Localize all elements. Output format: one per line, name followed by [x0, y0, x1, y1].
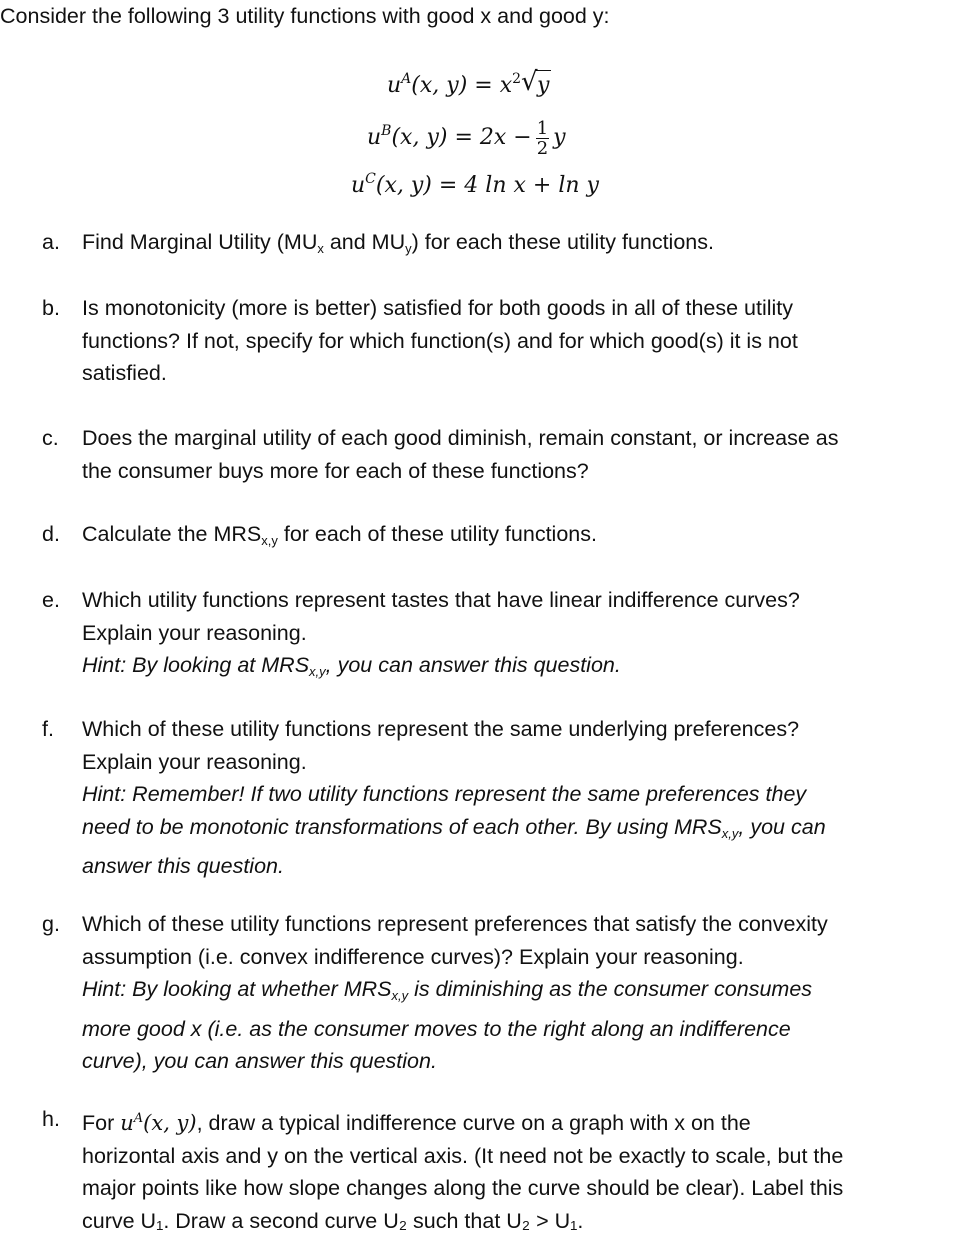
fraction-one-half: $\frac{1}{2}$	[536, 117, 549, 159]
intro-text: Consider the following 3 utility functions with good x and good y:	[0, 4, 610, 28]
question-text: Which of these utility functions represent the same underlying preferences? Explain your reasoning. Hint: Remember! If two utility functions represent the same preferences they need to be monotonic transformations of each other. By using MRSx,y, you can answer this question.	[82, 713, 962, 883]
question-text: Calculate the $MRS_{x,y}$ for each of these utility functions.	[82, 522, 597, 548]
question-text: Does the marginal utility of each good diminish, remain constant, or increase as the consumer buys more for each of these functions?	[82, 426, 839, 483]
question-text: Find Marginal Utility ($MU_x$ and $MU_y$) for each these utility functions.	[82, 230, 714, 256]
question-letter: e.	[42, 588, 60, 612]
question-text: Which of these utility functions represent preferences that satisfy the convexity assumption (i.e. convex indifference curves)? Explain your reasoning. Hint: By looking at whether MRSx,y is diminishing as the consumer consumes more good x (i.e. as the consumer moves to the right along an indifference curve), you can answer this question.	[82, 908, 962, 1078]
hint-text: more good x (i.e. as the consumer moves to the right along an indifference	[82, 1016, 791, 1041]
question-letter: g.	[42, 912, 60, 936]
hint-text: Hint: By looking at whether MRSx,y is diminishing as the consumer consumes	[82, 977, 813, 1003]
question-text: Which utility functions represent tastes that have linear indifference curves? Explain your reasoning. Hint: By looking at MRSx,y, you can answer this question.	[82, 584, 962, 689]
question-letter: h.	[42, 1107, 60, 1131]
question-letter: d.	[42, 522, 60, 546]
question-letter: b.	[42, 296, 60, 320]
hint-text: curve), you can answer this question.	[82, 1049, 437, 1073]
question-letter: a.	[42, 230, 60, 254]
question-text: Is monotonicity (more is better) satisfied for both goods in all of these utility functions? If not, specify for which function(s) and for which good(s) it is not satisfied.	[82, 296, 798, 385]
equation-u-c: $u^C(x$, y) = 4 ln x + ln y	[351, 171, 599, 198]
inline-math-u-a: $u^A(x$, y)	[120, 1111, 197, 1135]
square-root: √ y	[521, 70, 551, 101]
question-text: For $u^A(x$, y), draw a typical indifference curve on a graph with x on the horizontal axis and y on the vertical axis. (It need not be exactly to scale, but the major points like how slope changes along the curve should be clear). Label this curve U₁. Draw a second curve U₂ such that U₂ > U₁.	[82, 1111, 844, 1233]
question-letter: f.	[42, 717, 54, 741]
hint-text: answer this question.	[82, 854, 284, 878]
question-letter: c.	[42, 426, 59, 450]
hint-text: need to be monotonic transformations of each other. By using MRSx,y, you can	[82, 814, 826, 841]
equation-u-b: $u^B(x$, y) = 2x − $\frac{1}{2}$ y	[367, 117, 566, 159]
hint-text: Hint: Remember! If two utility functions represent the same preferences they	[82, 782, 807, 806]
equation-u-a: $u^A(x$, $y) = x^2$ √ y	[387, 64, 551, 101]
hint-text: Hint: By looking at MRSx,y, you can answer this question.	[82, 653, 621, 679]
